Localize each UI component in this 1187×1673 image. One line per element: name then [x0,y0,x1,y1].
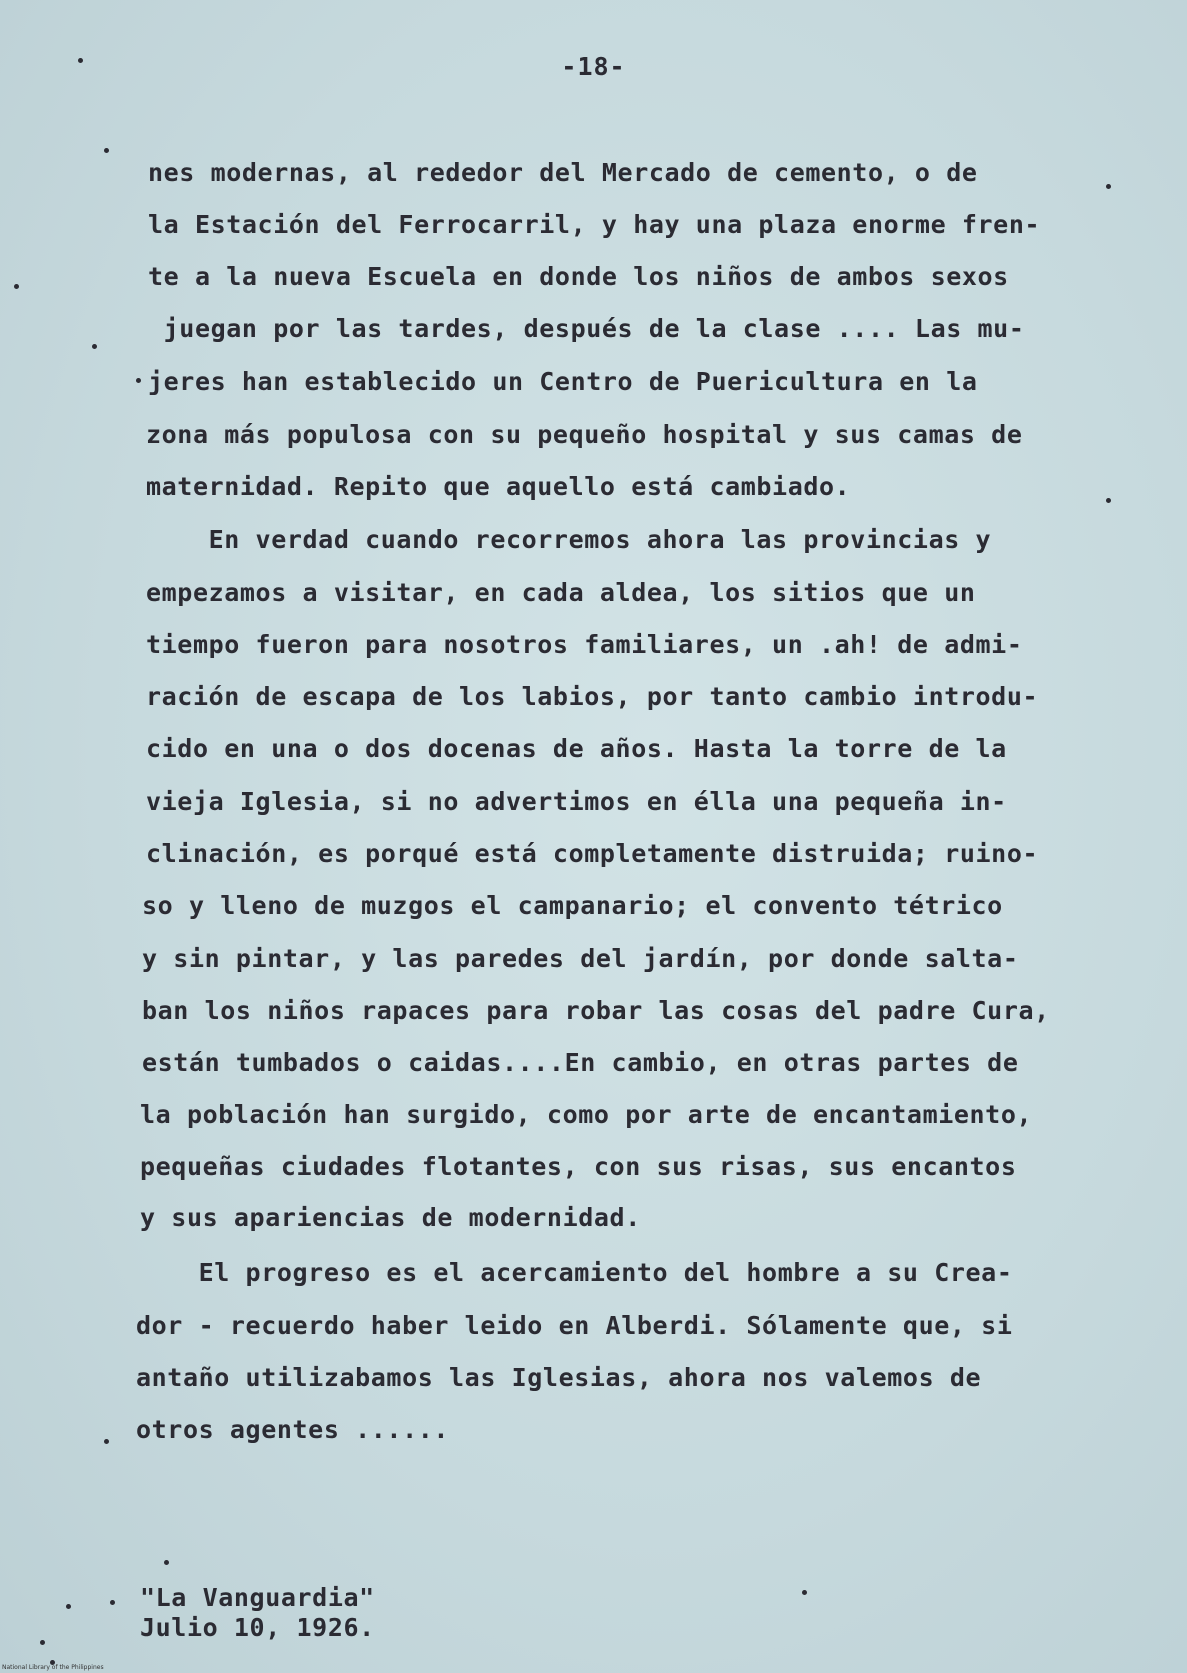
scan-speck [164,1560,169,1565]
text-line: so y lleno de muzgos el campanario; el convento tétrico [142,891,1003,920]
text-line: En verdad cuando recorremos ahora las provincias y [146,525,992,554]
text-line: y sus apariencias de modernidad. [140,1203,641,1232]
page-number: -18- [561,52,626,81]
scan-speck [78,58,83,63]
scan-speck [802,1590,807,1595]
scan-speck [66,1604,71,1609]
text-line: clinación, es porqué está completamente distruida; ruino- [146,839,1039,868]
library-credit: National Library of the Philippines [2,1664,104,1671]
text-line: la población han surgido, como por arte de encantamiento, [140,1100,1033,1129]
text-line: dor - recuerdo haber leido en Alberdi. Sólamente que, si [136,1311,1013,1340]
text-line: nes modernas, al rededor del Mercado de cemento, o de [148,158,978,187]
scan-speck [1106,498,1111,503]
text-line: otros agentes ...... [136,1415,450,1444]
scan-speck [14,284,19,289]
scan-speck [40,1640,45,1645]
text-line: El progreso es el acercamiento del hombre a su Crea- [136,1258,1013,1287]
text-line: están tumbados o caidas....En cambio, en otras partes de [142,1048,1019,1077]
text-line: y sin pintar, y las paredes del jardín, por donde salta- [142,944,1019,973]
text-line: ban los niños rapaces para robar las cosas del padre Cura, [142,996,1050,1025]
text-line: cido en una o dos docenas de años. Hasta la torre de la [146,734,1007,763]
text-line: antaño utilizabamos las Iglesias, ahora nos valemos de [136,1363,982,1392]
text-line: jeres han establecido un Centro de Puericultura en la [148,367,978,396]
scan-speck [92,344,97,349]
text-line: empezamos a visitar, en cada aldea, los sitios que un [146,578,976,607]
text-line: maternidad. Repito que aquello está cambiado. [146,472,851,501]
scan-speck [104,1439,109,1444]
source-publication: "La Vanguardia" [140,1583,375,1612]
scan-speck [1106,184,1111,189]
text-line: vieja Iglesia, si no advertimos en élla una pequeña in- [146,787,1007,816]
scan-speck [110,1600,115,1605]
text-line: te a la nueva Escuela en donde los niños de ambos sexos [148,262,1009,291]
text-line: ración de escapa de los labios, por tanto cambio introdu- [146,682,1039,711]
scan-speck [104,148,109,153]
text-line: tiempo fueron para nosotros familiares, un .ah! de admi- [146,630,1023,659]
text-line: la Estación del Ferrocarril, y hay una plaza enorme fren- [148,210,1041,239]
scan-speck [136,378,141,383]
text-line: juegan por las tardes, después de la clase .... Las mu- [148,314,1025,343]
text-line: pequeñas ciudades flotantes, con sus risas, sus encantos [140,1152,1017,1181]
source-date: Julio 10, 1926. [140,1613,375,1642]
text-line: zona más populosa con su pequeño hospital y sus camas de [146,420,1023,449]
